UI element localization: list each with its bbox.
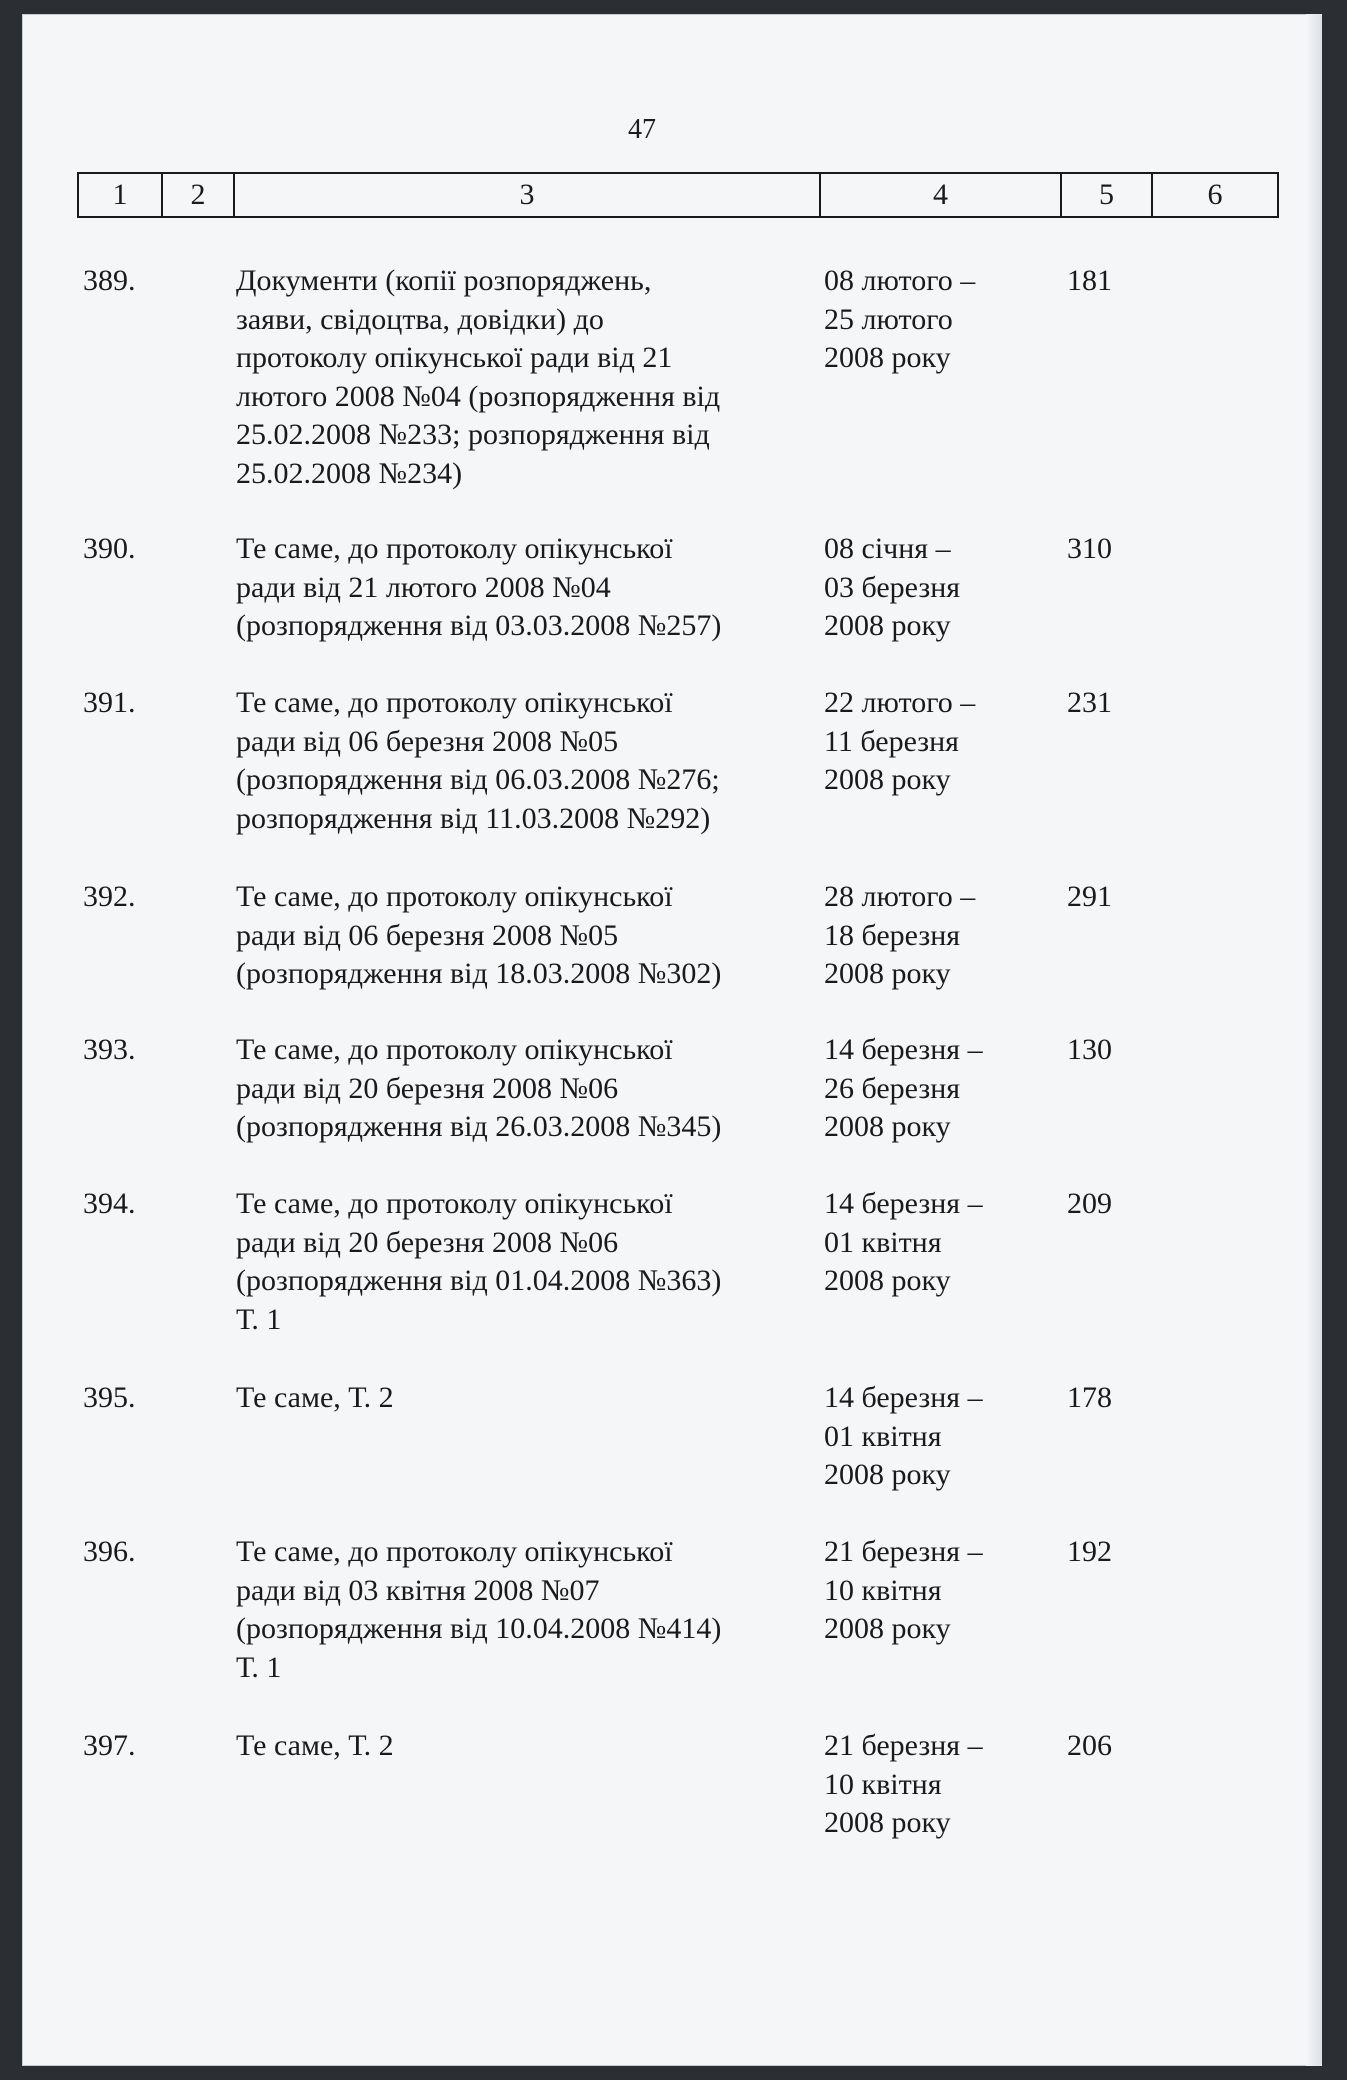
date-line: 28 лютого – — [824, 880, 976, 913]
date-line: 14 березня – — [824, 1381, 983, 1414]
item-description — [236, 1727, 806, 1766]
item-description — [236, 262, 806, 494]
item-number: 391. — [83, 686, 136, 719]
description-line: розпорядження від 11.03.2008 №292) — [236, 801, 711, 835]
description-line: Т. 1 — [236, 1650, 282, 1684]
item-number: 395. — [83, 1381, 136, 1414]
description-line: Те саме, до протоколу опікунської — [236, 1187, 673, 1220]
date-line: 22 лютого – — [824, 686, 976, 719]
date-line: 2008 року — [824, 1612, 951, 1646]
description-line: ради від 20 березня 2008 №06 — [236, 1225, 619, 1259]
description-line: Те саме, Т. 2 — [236, 1381, 394, 1414]
description-line: (розпорядження від 06.03.2008 №276; — [236, 763, 720, 797]
item-page-count: 209 — [1067, 1187, 1112, 1220]
description-line: ради від 06 березня 2008 №05 — [236, 918, 619, 952]
document-page — [22, 14, 1322, 2066]
column-header-6: 6 — [1152, 173, 1278, 217]
date-line: 26 березня — [824, 1071, 961, 1105]
date-line: 2008 року — [824, 1110, 951, 1144]
item-page-count: 181 — [1067, 264, 1112, 297]
date-line: 2008 року — [824, 1458, 951, 1492]
description-line: Те саме, до протоколу опікунської — [236, 1033, 673, 1066]
item-number: 389. — [83, 264, 136, 297]
description-line: 25.02.2008 №233; розпорядження від — [236, 418, 710, 452]
item-description — [236, 1379, 806, 1418]
description-line: (розпорядження від 18.03.2008 №302) — [236, 957, 722, 991]
date-line: 2008 року — [824, 957, 951, 991]
description-line: (розпорядження від 26.03.2008 №345) — [236, 1110, 722, 1144]
item-dates — [824, 1185, 1044, 1301]
date-line: 21 березня – — [824, 1535, 983, 1568]
description-line: протоколу опікунської ради від 21 — [236, 341, 673, 375]
item-description — [236, 1533, 806, 1687]
description-line: лютого 2008 №04 (розпорядження від — [236, 379, 721, 413]
description-line: ради від 20 березня 2008 №06 — [236, 1071, 619, 1105]
item-description — [236, 684, 806, 838]
page-number: 47 — [628, 114, 656, 145]
date-line: 14 березня – — [824, 1033, 983, 1066]
description-line: Те саме, Т. 2 — [236, 1729, 394, 1762]
column-header-5: 5 — [1061, 173, 1152, 217]
column-header-table — [77, 172, 1279, 218]
description-line: Те саме, до протоколу опікунської — [236, 880, 673, 913]
item-page-count: 178 — [1067, 1381, 1112, 1414]
item-dates — [824, 1727, 1044, 1843]
description-line: Те саме, до протоколу опікунської — [236, 686, 673, 719]
date-line: 25 лютого — [824, 302, 953, 336]
item-dates — [824, 878, 1044, 994]
date-line: 03 березня — [824, 570, 961, 604]
date-line: 2008 року — [824, 1264, 951, 1298]
item-dates — [824, 1031, 1044, 1147]
column-header-3: 3 — [234, 173, 820, 217]
item-description — [236, 1031, 806, 1147]
item-number: 392. — [83, 880, 136, 913]
date-line: 08 січня – — [824, 532, 951, 565]
item-dates — [824, 1379, 1044, 1495]
description-line: (розпорядження від 10.04.2008 №414) — [236, 1612, 722, 1646]
date-line: 21 березня – — [824, 1729, 983, 1762]
item-page-count: 310 — [1067, 532, 1112, 565]
item-page-count: 206 — [1067, 1729, 1112, 1762]
date-line: 10 квітня — [824, 1573, 942, 1607]
description-line: Те саме, до протоколу опікунської — [236, 532, 673, 565]
item-page-count: 291 — [1067, 880, 1112, 913]
description-line: Те саме, до протоколу опікунської — [236, 1535, 673, 1568]
item-page-count: 231 — [1067, 686, 1112, 719]
item-description — [236, 878, 806, 994]
date-line: 2008 року — [824, 763, 951, 797]
description-line: ради від 06 березня 2008 №05 — [236, 724, 619, 758]
item-dates — [824, 530, 1044, 646]
description-line: (розпорядження від 03.03.2008 №257) — [236, 609, 722, 643]
date-line: 08 лютого – — [824, 264, 976, 297]
date-line: 01 квітня — [824, 1419, 942, 1453]
item-dates — [824, 262, 1044, 378]
item-number: 394. — [83, 1187, 136, 1220]
description-line: Т. 1 — [236, 1302, 282, 1336]
description-line: (розпорядження від 01.04.2008 №363) — [236, 1264, 722, 1298]
page-edge — [1306, 14, 1322, 2066]
item-page-count: 130 — [1067, 1033, 1112, 1066]
column-header-1: 1 — [78, 173, 162, 217]
item-number: 393. — [83, 1033, 136, 1066]
date-line: 18 березня — [824, 918, 961, 952]
date-line: 14 березня – — [824, 1187, 983, 1220]
item-description — [236, 530, 806, 646]
description-line: 25.02.2008 №234) — [236, 456, 463, 490]
date-line: 2008 року — [824, 609, 951, 643]
date-line: 10 квітня — [824, 1767, 942, 1801]
column-header-2: 2 — [162, 173, 234, 217]
date-line: 2008 року — [824, 1806, 951, 1840]
date-line: 11 березня — [824, 724, 959, 758]
item-number: 396. — [83, 1535, 136, 1568]
item-description — [236, 1185, 806, 1339]
date-line: 2008 року — [824, 341, 951, 375]
description-line: ради від 21 лютого 2008 №04 — [236, 570, 611, 604]
item-dates — [824, 684, 1044, 800]
item-number: 390. — [83, 532, 136, 565]
column-header-4: 4 — [820, 173, 1061, 217]
description-line: Документи (копії розпоряджень, — [236, 264, 652, 297]
item-page-count: 192 — [1067, 1535, 1112, 1568]
description-line: заяви, свідоцтва, довідки) до — [236, 302, 604, 336]
item-dates — [824, 1533, 1044, 1649]
description-line: ради від 03 квітня 2008 №07 — [236, 1573, 600, 1607]
date-line: 01 квітня — [824, 1225, 942, 1259]
item-number: 397. — [83, 1729, 136, 1762]
